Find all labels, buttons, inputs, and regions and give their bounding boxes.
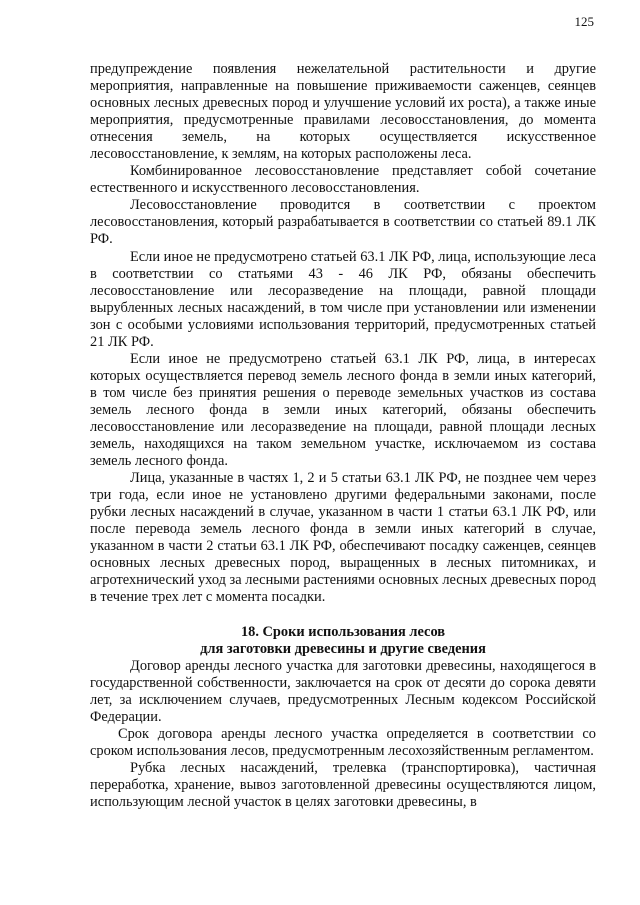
section-heading bbox=[90, 624, 596, 658]
paragraph: Лесовосстановление проводится в соответствии с проектом лесовосстановления, который разрабатывается в соответствии со статьей 89.1 ЛК РФ. bbox=[90, 197, 596, 248]
paragraph: предупреждение появления нежелательной растительности и другие мероприятия, направленные на повышение приживаемости саженцев, сеянцев основных лесных древесных пород и улучшение условий их роста), а также иные мероприятия, предусмотренные правилами лесовосстановления, до момента отнесения земель, на которых осуществляется искусственное лесовосстановление, к землям, на которых расположены леса. bbox=[90, 61, 596, 163]
page-number: 125 bbox=[574, 14, 594, 29]
paragraph: Если иное не предусмотрено статьей 63.1 ЛК РФ, лица, использующие леса в соответствии со статьями 43 - 46 ЛК РФ, обязаны обеспечить лесовосстановление или лесоразведение на площади, равной площади вырубленных лесных насаждений, в том числе при установлении или изменении зон с особыми условиями использования территорий, предусмотренных статьей 21 ЛК РФ. bbox=[90, 248, 596, 350]
paragraph: Срок договора аренды лесного участка определяется в соответствии со сроком использования лесов, предусмотренным лесохозяйственным регламентом. bbox=[90, 725, 596, 759]
paragraph: Лица, указанные в частях 1, 2 и 5 статьи 63.1 ЛК РФ, не позднее чем через три года, если иное не установлено другими федеральными законами, после рубки лесных насаждений в случае, указанном в части 1 статьи 63.1 ЛК РФ, или после перевода земель лесного фонда в земли иных категорий в случае, указанном в части 2 статьи 63.1 ЛК РФ, обеспечивают посадку саженцев, сеянцев основных лесных древесных пород, выращенных в лесных питомниках, и агротехнический уход за лесными растениями основных лесных древесных пород в течение трех лет с момента посадки. bbox=[90, 470, 596, 606]
section-heading-line2: для заготовки древесины и другие сведения bbox=[200, 640, 486, 657]
section-heading-line1: 18. Сроки использования лесов bbox=[240, 623, 446, 640]
paragraph: Комбинированное лесовосстановление представляет собой сочетание естественного и искусственного лесовосстановления. bbox=[90, 163, 596, 197]
paragraph: Если иное не предусмотрено статьей 63.1 ЛК РФ, лица, в интересах которых осуществляется перевод земель лесного фонда в земли иных категорий, в том числе без принятия решения о переводе земельных участков из состава земель лесного фонда в земли иных категорий, обязаны обеспечить лесовосстановление или лесоразведение на площади, равной площади лесных земель, находящихся на таком земельном участке, исключаемом из состава земель лесного фонда. bbox=[90, 350, 596, 470]
paragraph: Договор аренды лесного участка для заготовки древесины, находящегося в государственной собственности, заключается на срок от десяти до сорока девяти лет, за исключением случаев, предусмотренных Лесным кодексом Российской Федерации. bbox=[90, 657, 596, 725]
body-text bbox=[90, 61, 596, 811]
paragraph: Рубка лесных насаждений, трелевка (транспортировка), частичная переработка, хранение, вывоз заготовленной древесины осуществляются лицом, использующим лесной участок в целях заготовки древесины, в bbox=[90, 759, 596, 810]
